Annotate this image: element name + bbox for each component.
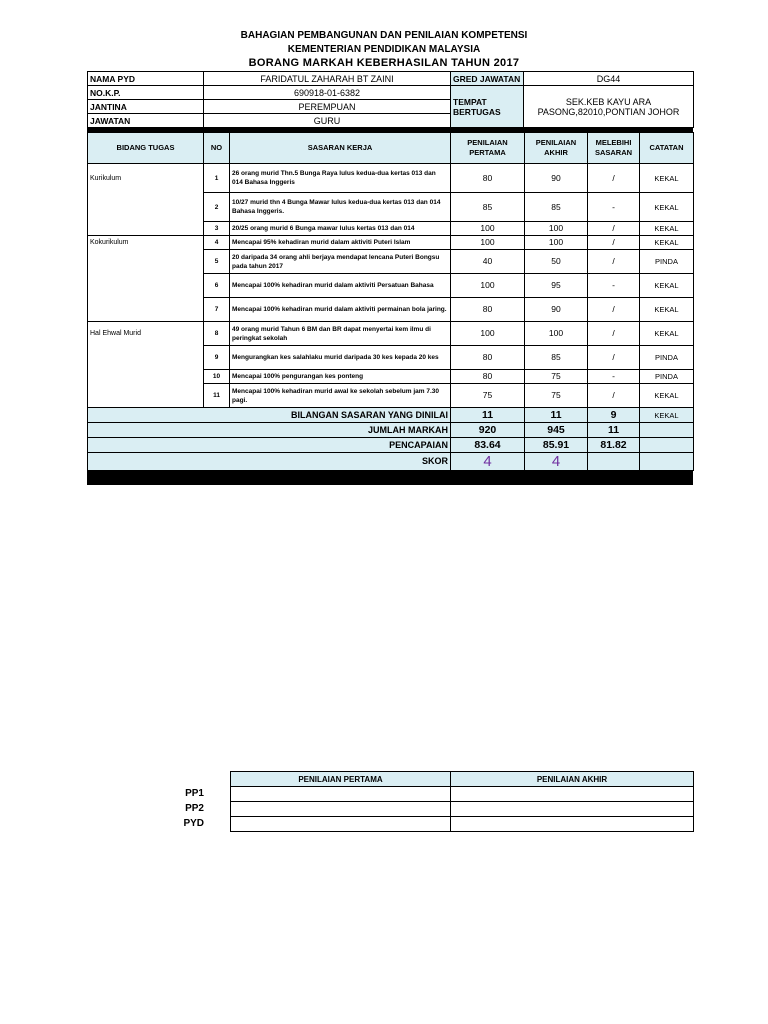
- signoff-label-pp2: PP2: [185, 803, 204, 814]
- table-row: [88, 384, 694, 408]
- table-header-row: [88, 133, 694, 164]
- table-row: [88, 322, 694, 346]
- summary-value-akhir: 11: [525, 408, 588, 423]
- bidang-tugas-cell: [88, 384, 204, 408]
- catatan-value: PINDA: [640, 370, 694, 384]
- sasaran-text: 49 orang murid Tahun 6 BM dan BR dapat menyertai kem ilmu di peringkat sekolah: [230, 322, 451, 346]
- summary-value-akhir: 945: [525, 423, 588, 438]
- summary-label: JUMLAH MARKAH: [88, 423, 451, 438]
- jawatan-label: JAWATAN: [88, 114, 204, 128]
- catatan-value: KEKAL: [640, 298, 694, 322]
- col-penilaian-akhir-line-2: AKHIR: [544, 148, 568, 157]
- col-bidang-tugas: BIDANG TUGAS: [88, 133, 204, 164]
- row-number: 3: [204, 222, 230, 236]
- table-row: [88, 250, 694, 274]
- summary-value-melebihi: [588, 453, 640, 471]
- row-number: 9: [204, 346, 230, 370]
- row-number: 6: [204, 274, 230, 298]
- penilaian-pertama-value: 100: [451, 322, 525, 346]
- penilaian-akhir-value: 90: [525, 164, 588, 193]
- catatan-value: KEKAL: [640, 193, 694, 222]
- bidang-tugas-cell: [88, 250, 204, 274]
- signoff-head-pertama: PENILAIAN PERTAMA: [231, 772, 451, 787]
- bidang-tugas-cell: Kokurikulum: [88, 236, 204, 250]
- summary-value-pertama: 83.64: [451, 438, 525, 453]
- penilaian-akhir-value: 95: [525, 274, 588, 298]
- signoff-cell-pp2-akhir[interactable]: [451, 802, 694, 817]
- sasaran-text: Mencapai 100% kehadiran murid awal ke sekolah sebelum jam 7.30 pagi.: [230, 384, 451, 408]
- signoff-cell-pp1-akhir[interactable]: [451, 787, 694, 802]
- sasaran-text: 10/27 murid thn 4 Bunga Mawar lulus kedua-dua kertas 013 dan 014 Bahasa Inggeris.: [230, 193, 451, 222]
- penilaian-pertama-value: 100: [451, 274, 525, 298]
- summary-value-catatan: [640, 453, 694, 471]
- bidang-tugas-cell: [88, 274, 204, 298]
- summary-value-catatan: KEKAL: [640, 408, 694, 423]
- penilaian-akhir-value: 85: [525, 346, 588, 370]
- nama-label: NAMA PYD: [88, 72, 204, 86]
- gred-label: GRED JAWATAN: [451, 72, 524, 86]
- row-number: 10: [204, 370, 230, 384]
- signoff-cell-pyd-akhir[interactable]: [451, 817, 694, 832]
- penilaian-pertama-value: 80: [451, 298, 525, 322]
- form-title: BORANG MARKAH KEBERHASILAN TAHUN 2017: [248, 57, 520, 69]
- catatan-value: KEKAL: [640, 384, 694, 408]
- bidang-tugas-cell: [88, 346, 204, 370]
- summary-row-skor: [88, 453, 694, 471]
- penilaian-akhir-value: 75: [525, 384, 588, 408]
- signoff-cell-pyd-pertama[interactable]: [231, 817, 451, 832]
- catatan-value: KEKAL: [640, 322, 694, 346]
- col-melebihi-sasaran-line-1: MELEBIHI: [595, 138, 632, 147]
- penilaian-pertama-value: 75: [451, 384, 525, 408]
- melebihi-sasaran-value: -: [588, 370, 640, 384]
- table-row: [88, 274, 694, 298]
- melebihi-sasaran-value: /: [588, 346, 640, 370]
- header-line-2: KEMENTERIAN PENDIDIKAN MALAYSIA: [287, 44, 481, 55]
- row-number: 5: [204, 250, 230, 274]
- tempat-label-line-1: TEMPAT: [453, 96, 487, 107]
- bidang-tugas-cell: [88, 370, 204, 384]
- summary-value-akhir: 4: [525, 453, 588, 471]
- catatan-value: KEKAL: [640, 274, 694, 298]
- summary-row-pencapaian: [88, 438, 694, 453]
- col-penilaian-akhir: [525, 133, 588, 164]
- jawatan-value: GURU: [204, 114, 451, 128]
- summary-row-jumlah: [88, 423, 694, 438]
- summary-label: BILANGAN SASARAN YANG DINILAI: [88, 408, 451, 423]
- col-melebihi-sasaran-line-2: SASARAN: [594, 148, 633, 157]
- summary-label: PENCAPAIAN: [88, 438, 451, 453]
- signoff-head-akhir: PENILAIAN AKHIR: [451, 772, 694, 787]
- penilaian-pertama-value: 80: [451, 164, 525, 193]
- summary-label: SKOR: [88, 453, 451, 471]
- col-penilaian-pertama-line-1: PENILAIAN: [467, 138, 508, 147]
- summary-value-melebihi: 11: [588, 423, 640, 438]
- summary-value-pertama: 4: [451, 453, 525, 471]
- signoff-label-pp1: PP1: [185, 788, 204, 799]
- penilaian-akhir-value: 100: [525, 322, 588, 346]
- penilaian-akhir-value: 90: [525, 298, 588, 322]
- row-number: 4: [204, 236, 230, 250]
- penilaian-akhir-value: 50: [525, 250, 588, 274]
- signoff-cell-pp1-pertama[interactable]: [231, 787, 451, 802]
- summary-value-catatan: [640, 423, 694, 438]
- table-row: [88, 346, 694, 370]
- sasaran-text: Mengurangkan kes salahlaku murid daripada 30 kes kepada 20 kes: [230, 346, 451, 370]
- jantina-label: JANTINA: [88, 100, 204, 114]
- summary-value-pertama: 11: [451, 408, 525, 423]
- melebihi-sasaran-value: -: [588, 274, 640, 298]
- table-row: [88, 298, 694, 322]
- penilaian-pertama-value: 80: [451, 346, 525, 370]
- row-number: 1: [204, 164, 230, 193]
- melebihi-sasaran-value: /: [588, 250, 640, 274]
- bidang-tugas-cell: [88, 298, 204, 322]
- penilaian-akhir-value: 100: [525, 222, 588, 236]
- table-row: [88, 164, 694, 193]
- tempat-value: [524, 86, 694, 128]
- sasaran-text: 20 daripada 34 orang ahli berjaya mendapat lencana Puteri Bongsu pada tahun 2017: [230, 250, 451, 274]
- bidang-tugas-cell: Hal Ehwal Murid: [88, 322, 204, 346]
- signoff-table: [230, 771, 694, 832]
- sasaran-text: Mencapai 95% kehadiran murid dalam aktiviti Puteri Islam: [230, 236, 451, 250]
- summary-row-bilangan: [88, 408, 694, 423]
- summary-value-pertama: 920: [451, 423, 525, 438]
- col-penilaian-akhir-line-1: PENILAIAN: [535, 138, 577, 147]
- catatan-value: KEKAL: [640, 236, 694, 250]
- signoff-cell-pp2-pertama[interactable]: [231, 802, 451, 817]
- col-penilaian-pertama-line-2: PERTAMA: [469, 148, 506, 157]
- bidang-tugas-cell: Kurikulum: [88, 164, 204, 193]
- melebihi-sasaran-value: /: [588, 322, 640, 346]
- penilaian-pertama-value: 100: [451, 222, 525, 236]
- row-number: 11: [204, 384, 230, 408]
- summary-value-catatan: [640, 438, 694, 453]
- summary-value-akhir: 85.91: [525, 438, 588, 453]
- nokp-label: NO.K.P.: [88, 86, 204, 100]
- col-melebihi-sasaran: [588, 133, 640, 164]
- col-catatan: CATATAN: [640, 133, 694, 164]
- info-table: [87, 71, 694, 128]
- tempat-value-line-1: SEK.KEB KAYU ARA: [565, 96, 652, 107]
- summary-value-melebihi: 81.82: [588, 438, 640, 453]
- table-row: [88, 222, 694, 236]
- summary-value-melebihi: 9: [588, 408, 640, 423]
- table-row: [88, 236, 694, 250]
- melebihi-sasaran-value: /: [588, 236, 640, 250]
- tempat-value-line-2: PASONG,82010,PONTIAN JOHOR: [537, 106, 680, 117]
- melebihi-sasaran-value: /: [588, 164, 640, 193]
- col-penilaian-pertama: [451, 133, 525, 164]
- melebihi-sasaran-value: -: [588, 193, 640, 222]
- penilaian-akhir-value: 85: [525, 193, 588, 222]
- tempat-label: [451, 86, 524, 128]
- penilaian-akhir-value: 75: [525, 370, 588, 384]
- header-line-1: BAHAGIAN PEMBANGUNAN DAN PENILAIAN KOMPETENSI: [240, 30, 528, 41]
- row-number: 7: [204, 298, 230, 322]
- melebihi-sasaran-value: /: [588, 222, 640, 236]
- row-number: 2: [204, 193, 230, 222]
- melebihi-sasaran-value: /: [588, 298, 640, 322]
- catatan-value: PINDA: [640, 346, 694, 370]
- catatan-value: PINDA: [640, 250, 694, 274]
- penilaian-pertama-value: 40: [451, 250, 525, 274]
- penilaian-pertama-value: 100: [451, 236, 525, 250]
- nokp-value: 690918-01-6382: [204, 86, 451, 100]
- catatan-value: KEKAL: [640, 164, 694, 193]
- signoff-label-pyd: PYD: [183, 818, 204, 829]
- jantina-value: PEREMPUAN: [204, 100, 451, 114]
- sasaran-text: Mencapai 100% kehadiran murid dalam aktiviti permainan bola jaring.: [230, 298, 451, 322]
- tempat-label-line-2: BERTUGAS: [453, 106, 501, 117]
- col-no: NO: [204, 133, 230, 164]
- sasaran-text: 20/25 orang murid 6 Bunga mawar lulus kertas 013 dan 014: [230, 222, 451, 236]
- penilaian-pertama-value: 85: [451, 193, 525, 222]
- sasaran-text: Mencapai 100% pengurangan kes ponteng: [230, 370, 451, 384]
- catatan-value: KEKAL: [640, 222, 694, 236]
- nama-value: FARIDATUL ZAHARAH BT ZAINI: [204, 72, 451, 86]
- row-number: 8: [204, 322, 230, 346]
- melebihi-sasaran-value: /: [588, 384, 640, 408]
- divider-bar-bottom: [87, 471, 693, 485]
- targets-table: [87, 132, 694, 471]
- sasaran-text: Mencapai 100% kehadiran murid dalam aktiviti Persatuan Bahasa: [230, 274, 451, 298]
- penilaian-pertama-value: 80: [451, 370, 525, 384]
- sasaran-text: 26 orang murid Thn.5 Bunga Raya lulus kedua-dua kertas 013 dan 014 Bahasa Inggeris: [230, 164, 451, 193]
- gred-value: DG44: [524, 72, 694, 86]
- bidang-tugas-cell: [88, 222, 204, 236]
- col-sasaran-kerja: SASARAN KERJA: [230, 133, 451, 164]
- penilaian-akhir-value: 100: [525, 236, 588, 250]
- bidang-tugas-cell: [88, 193, 204, 222]
- table-row: [88, 193, 694, 222]
- table-row: [88, 370, 694, 384]
